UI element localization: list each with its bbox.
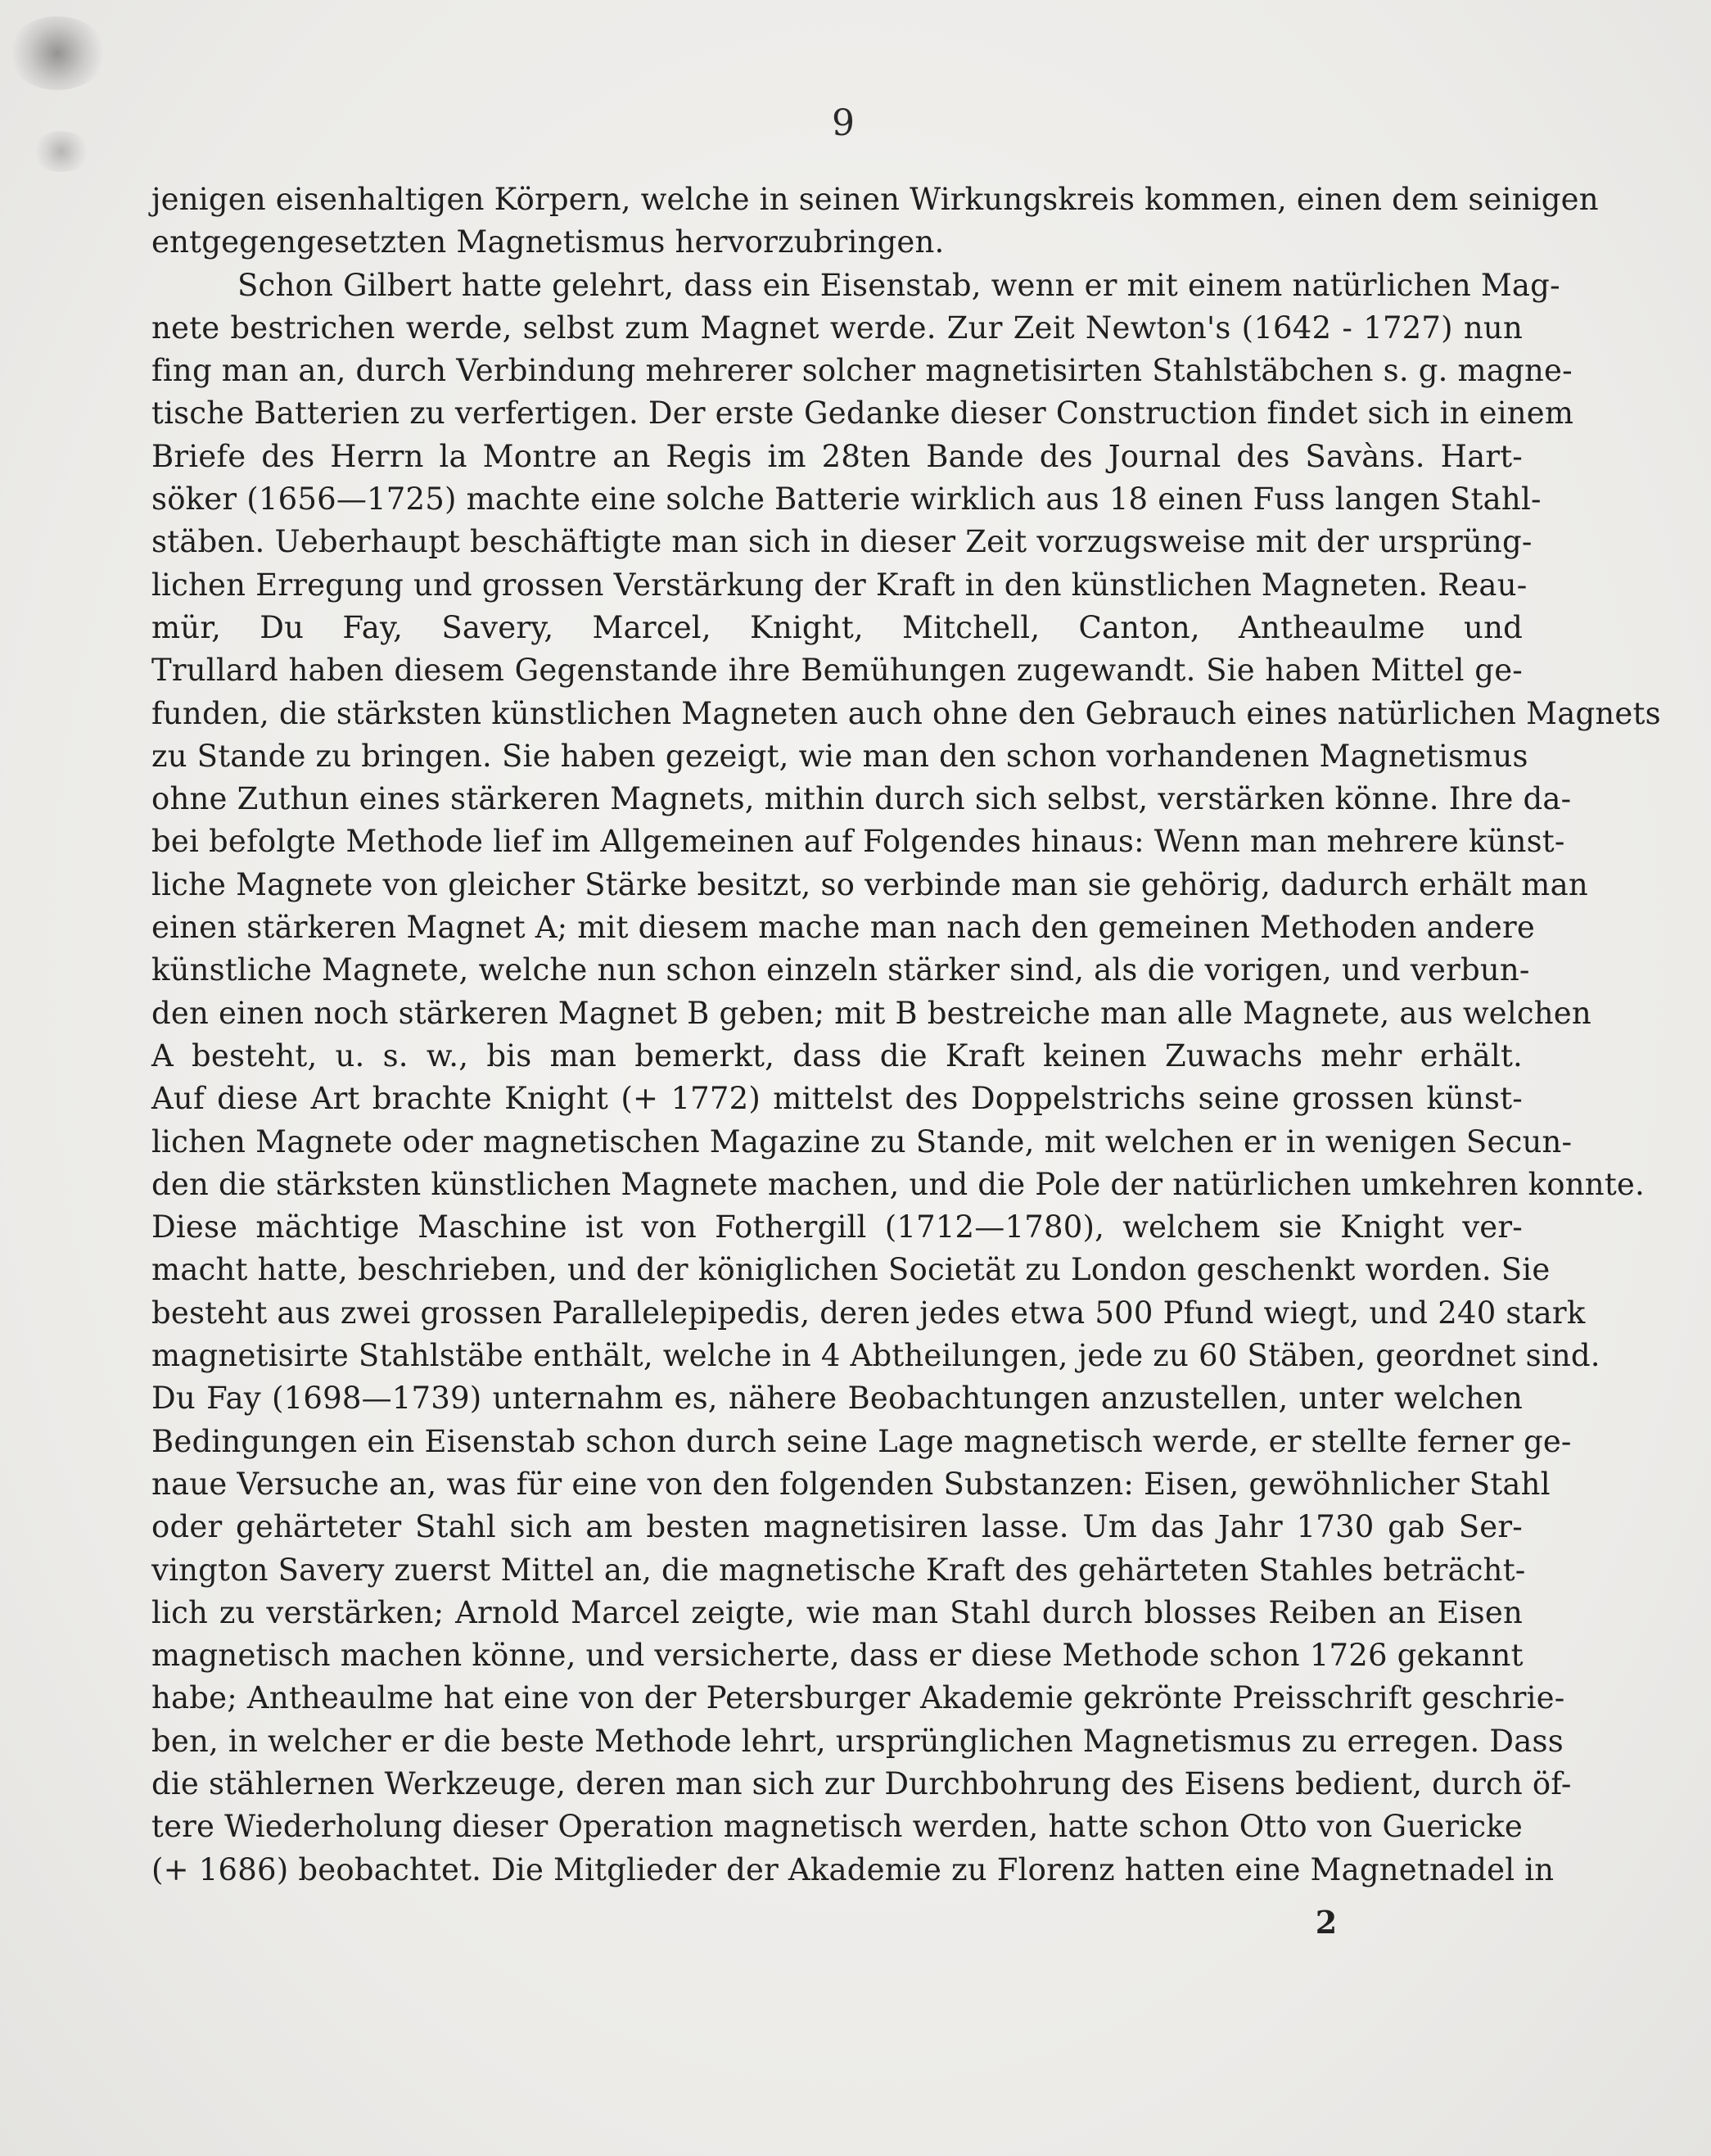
text-line: funden, die stärksten künstlichen Magneten auch ohne den Gebrauch eines natürlichen Magnets [151, 695, 1661, 731]
text-line: jenigen eisenhaltigen Körpern, welche in seinen Wirkungskreis kommen, einen dem seinigen [151, 182, 1599, 217]
text-line: Bedingungen ein Eisenstab schon durch seine Lage magnetisch werde, er stellte ferner ge- [151, 1423, 1572, 1459]
text-line: Briefe des Herrn la Montre an Regis im 28ten Bande des Journal des Savàns. Hart- [151, 438, 1523, 474]
text-line: mür, Du Fay, Savery, Marcel, Knight, Mitchell, Canton, Antheaulme und [151, 609, 1523, 645]
text-line: Du Fay (1698—1739) unternahm es, nähere Beobachtungen anzustellen, unter welchen [151, 1381, 1523, 1417]
text-line: ohne Zuthun eines stärkeren Magnets, mithin durch sich selbst, verstärken könne. Ihre da- [151, 781, 1572, 817]
text-line: besteht aus zwei grossen Parallelepipedis, deren jedes etwa 500 Pfund wiegt, und 240 stark [151, 1295, 1586, 1331]
text-line: nete bestrichen werde, selbst zum Magnet werde. Zur Zeit Newton's (1642 - 1727) nun [151, 310, 1523, 346]
text-line: Auf diese Art brachte Knight (+ 1772) mittelst des Doppelstrichs seine grossen künst- [151, 1081, 1523, 1117]
text-line: Trullard haben diesem Gegenstande ihre Bemühungen zugewandt. Sie haben Mittel ge- [151, 653, 1523, 689]
text-line: macht hatte, beschrieben, und der königlichen Societät zu London geschenkt worden. Sie [151, 1252, 1551, 1288]
text-line: oder gehärteter Stahl sich am besten magnetisiren lasse. Um das Jahr 1730 gab Ser- [151, 1509, 1523, 1545]
text-line: lichen Erregung und grossen Verstärkung der Kraft in den künstlichen Magneten. Reau- [151, 567, 1528, 603]
signature-mark: 2 [1315, 1904, 1338, 1941]
ink-smudge-top-left [8, 16, 106, 90]
text-line: liche Magnete von gleicher Stärke besitzt, so verbinde man sie gehörig, dadurch erhält man [151, 866, 1588, 902]
text-line: ben, in welcher er die beste Methode lehrt, ursprünglichen Magnetismus zu erregen. Dass [151, 1723, 1564, 1759]
text-line: den die stärksten künstlichen Magnete machen, und die Pole der natürlichen umkehren konnte. [151, 1166, 1645, 1202]
text-line: (+ 1686) beobachtet. Die Mitglieder der Akademie zu Florenz hatten eine Magnetnadel in [151, 1851, 1555, 1887]
text-line: die stählernen Werkzeuge, deren man sich zur Durchbohrung des Eisens bedient, durch öf- [151, 1765, 1572, 1801]
text-line: lich zu verstärken; Arnold Marcel zeigte, wie man Stahl durch blosses Reiben an Eisen [151, 1594, 1523, 1630]
text-line: magnetisirte Stahlstäbe enthält, welche in 4 Abtheilungen, jede zu 60 Stäben, geordnet sind. [151, 1338, 1600, 1374]
text-line: A besteht, u. s. w., bis man bemerkt, dass die Kraft keinen Zuwachs mehr erhält. [151, 1037, 1523, 1073]
text-line: habe; Antheaulme hat eine von der Petersburger Akademie gekrönte Preisschrift geschrie- [151, 1680, 1565, 1716]
text-line: stäben. Ueberhaupt beschäftigte man sich in dieser Zeit vorzugsweise mit der ursprüng- [151, 524, 1533, 560]
text-line: bei befolgte Methode lief im Allgemeinen auf Folgendes hinaus: Wenn man mehrere künst- [151, 824, 1565, 860]
text-line: söker (1656—1725) machte eine solche Batterie wirklich aus 18 einen Fuss langen Stahl- [151, 481, 1542, 518]
text-line: vington Savery zuerst Mittel an, die magnetische Kraft des gehärteten Stahles beträcht- [151, 1552, 1526, 1588]
text-line: zu Stande zu bringen. Sie haben gezeigt, wie man den schon vorhandenen Magnetismus [151, 738, 1528, 774]
page-number: 9 [832, 102, 855, 144]
text-line: lichen Magnete oder magnetischen Magazine zu Stande, mit welchen er in wenigen Secun- [151, 1123, 1573, 1159]
text-line: künstliche Magnete, welche nun schon einzeln stärker sind, als die vorigen, und verbun- [151, 952, 1530, 988]
text-line: entgegengesetzten Magnetismus hervorzubringen. [151, 224, 945, 260]
text-line: einen stärkeren Magnet A; mit diesem mache man nach den gemeinen Methoden andere [151, 910, 1535, 946]
text-line: Diese mächtige Maschine ist von Fothergill (1712—1780), welchem sie Knight ver- [151, 1209, 1523, 1245]
text-line: tische Batterien zu verfertigen. Der erste Gedanke dieser Construction findet sich in einem [151, 395, 1574, 432]
text-line: Schon Gilbert hatte gelehrt, dass ein Eisenstab, wenn er mit einem natürlichen Mag- [237, 267, 1560, 303]
text-line: den einen noch stärkeren Magnet B geben; mit B bestreiche man alle Magnete, aus welchen [151, 995, 1591, 1031]
ink-smudge-left [33, 131, 90, 172]
text-line: magnetisch machen könne, und versicherte, dass er diese Methode schon 1726 gekannt [151, 1638, 1524, 1674]
text-line: fing man an, durch Verbindung mehrerer solcher magnetisirten Stahlstäbchen s. g. magne- [151, 353, 1573, 389]
body-text [151, 179, 1661, 1892]
text-line: naue Versuche an, was für eine von den folgenden Substanzen: Eisen, gewöhnlicher Stahl [151, 1466, 1551, 1502]
text-line: tere Wiederholung dieser Operation magnetisch werden, hatte schon Otto von Guericke [151, 1809, 1523, 1845]
